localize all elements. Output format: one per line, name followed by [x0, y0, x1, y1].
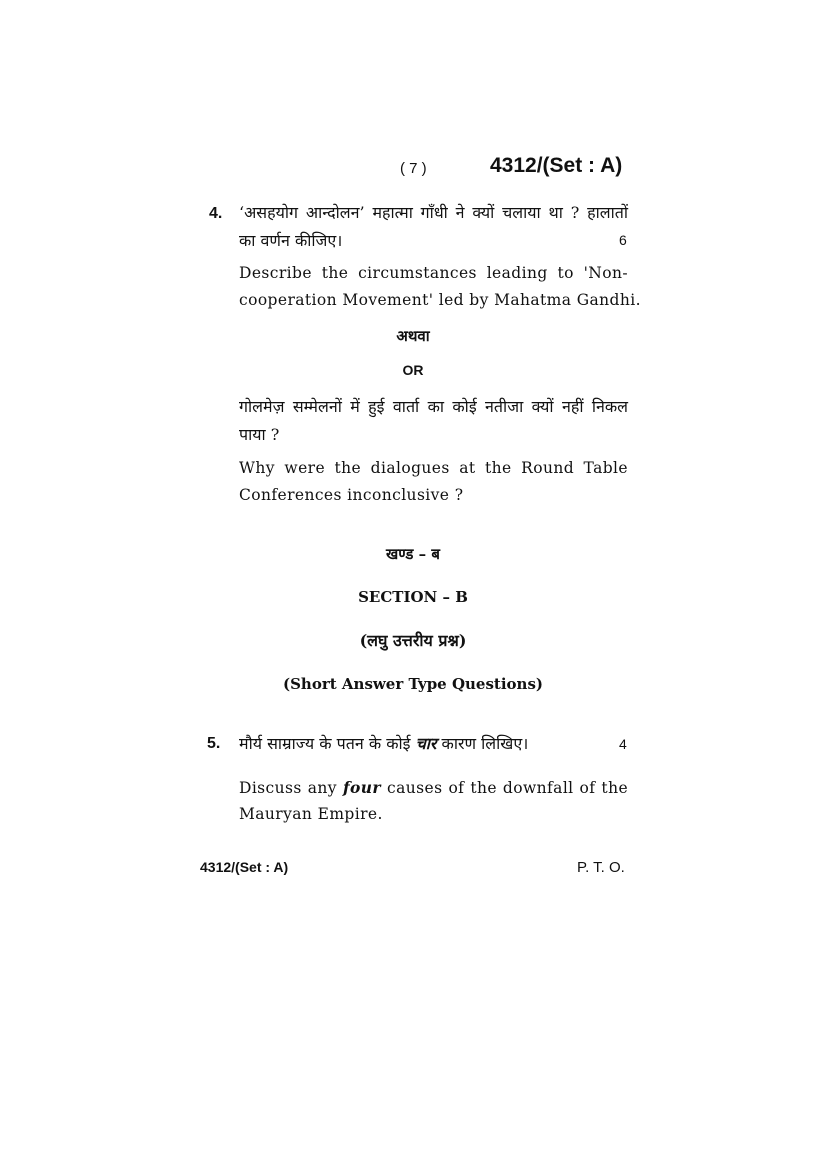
question-5-english-before: Discuss any: [239, 779, 337, 797]
question-5-hindi: [239, 729, 528, 758]
question-5-hindi-emphasis: चार: [415, 734, 437, 753]
question-5-english-after: causes of the downfall of the: [387, 779, 629, 797]
question-5-hindi-before: मौर्य साम्राज्य के पतन के कोई: [239, 734, 411, 753]
or-english: OR: [402, 362, 424, 378]
question-4-marks: 6: [619, 232, 627, 248]
or-hindi: अथवा: [396, 327, 430, 345]
question-5-english-emphasis: four: [342, 778, 381, 797]
question-4-alt-hindi-line-1: गोलमेज़ सम्मेलनों में हुई वार्ता का कोई नतीजा क्यों नहीं निकल: [239, 397, 628, 416]
question-4-english-line-2: cooperation Movement' led by Mahatma Gandhi.: [239, 291, 641, 309]
question-4-number: 4.: [209, 205, 223, 222]
question-4-alt-english-line-2: Conferences inconclusive ?: [239, 486, 464, 504]
question-5-english-line-2: Mauryan Empire.: [239, 805, 383, 823]
question-4-english-line-1: Describe the circumstances leading to 'Non-: [239, 264, 628, 282]
section-hindi-title: खण्ड – ब: [386, 545, 440, 563]
question-4-hindi-line-2: का वर्णन कीजिए।: [239, 231, 343, 250]
pto-label: P. T. O.: [577, 859, 625, 876]
question-4-alt-hindi-line-2: पाया ?: [239, 425, 280, 444]
question-5-number: 5.: [207, 735, 221, 752]
paper-code-header: 4312/(Set : A): [490, 154, 623, 177]
paper-code-footer: 4312/(Set : A): [200, 859, 289, 875]
question-5-english-line-1: [239, 774, 628, 802]
question-4-hindi-line-1: ‘असहयोग आन्दोलन’ महात्मा गाँधी ने क्यों चलाया था ? हालातों: [239, 203, 628, 222]
question-4-alt-english-line-1: Why were the dialogues at the Round Table: [239, 459, 628, 477]
section-english-subtitle: (Short Answer Type Questions): [283, 675, 543, 693]
question-5-hindi-after: कारण लिखिए।: [441, 734, 529, 753]
section-hindi-subtitle: (लघु उत्तरीय प्रश्न): [359, 631, 467, 650]
question-5-marks: 4: [619, 736, 627, 752]
section-english-title: SECTION – B: [358, 588, 468, 606]
page-number: ( 7 ): [400, 160, 427, 177]
